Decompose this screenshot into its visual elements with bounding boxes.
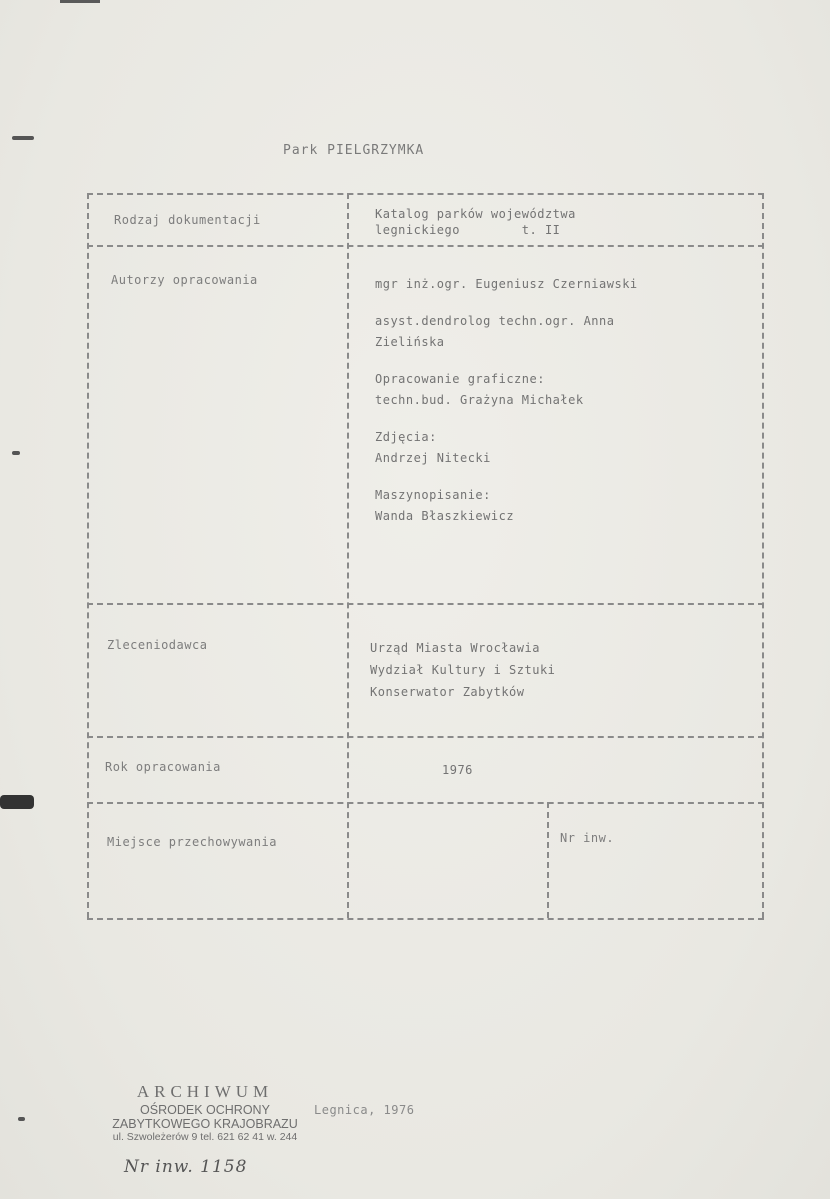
text-line: Katalog parków województwa [375, 207, 576, 221]
label-documentation-type: Rodzaj dokumentacji [114, 213, 261, 227]
text-line: Urząd Miasta Wrocławia [370, 641, 540, 655]
value-authors [375, 276, 638, 524]
text-line: Wydział Kultury i Sztuki [370, 663, 556, 677]
value-documentation-type [375, 206, 576, 238]
text-line: legnickiego t. II [375, 223, 561, 237]
stamp-line-landscape: ZABYTKOWEGO KRAJOBRAZU [112, 1117, 298, 1131]
author-line: Opracowanie graficzne: [375, 372, 545, 386]
table-line [87, 918, 764, 920]
stamp-line-archive: ARCHIWUM [136, 1082, 274, 1101]
binder-mark-bottom [18, 1117, 25, 1121]
author-line: asyst.dendrolog techn.ogr. Anna [375, 314, 615, 328]
paper-edge-mark [60, 0, 100, 3]
handwritten-inventory-note: Nr inw. 1158 [124, 1157, 248, 1177]
label-inventory-number: Nr inw. [560, 831, 615, 845]
text-line: Konserwator Zabytków [370, 685, 525, 699]
binder-mark-top [12, 136, 34, 140]
binder-mark-lower [0, 795, 34, 809]
table-line [87, 736, 764, 738]
binder-mark-middle [12, 451, 20, 455]
label-authors: Autorzy opracowania [111, 273, 258, 287]
stamp-line-address: ul. Szwoleżerów 9 tel. 621 62 41 w. 244 [112, 1131, 298, 1143]
documentation-table [87, 193, 764, 918]
stamp-line-office: OŚRODEK OCHRONY [140, 1103, 270, 1117]
table-line [87, 245, 764, 247]
label-commissioner: Zleceniodawca [107, 638, 208, 652]
table-line [347, 193, 349, 918]
author-line: mgr inż.ogr. Eugeniusz Czerniawski [375, 277, 638, 291]
place-and-date: Legnica, 1976 [314, 1103, 415, 1117]
label-year: Rok opracowania [105, 760, 221, 774]
table-line [87, 802, 764, 804]
table-line [87, 193, 89, 918]
value-commissioner [370, 640, 555, 700]
value-year: 1976 [442, 763, 473, 777]
table-line [87, 193, 764, 195]
table-line [87, 603, 764, 605]
table-line [762, 193, 764, 918]
author-line: Zdjęcia: [375, 430, 437, 444]
author-line: Zielińska [375, 335, 445, 349]
author-line: techn.bud. Grażyna Michałek [375, 393, 584, 407]
table-line [547, 802, 549, 918]
archive-stamp [100, 1082, 310, 1143]
document-title: Park PIELGRZYMKA [283, 143, 425, 158]
author-line: Wanda Błaszkiewicz [375, 509, 515, 523]
label-storage-place: Miejsce przechowywania [107, 835, 277, 849]
author-line: Andrzej Nitecki [375, 451, 491, 465]
author-line: Maszynopisanie: [375, 488, 491, 502]
